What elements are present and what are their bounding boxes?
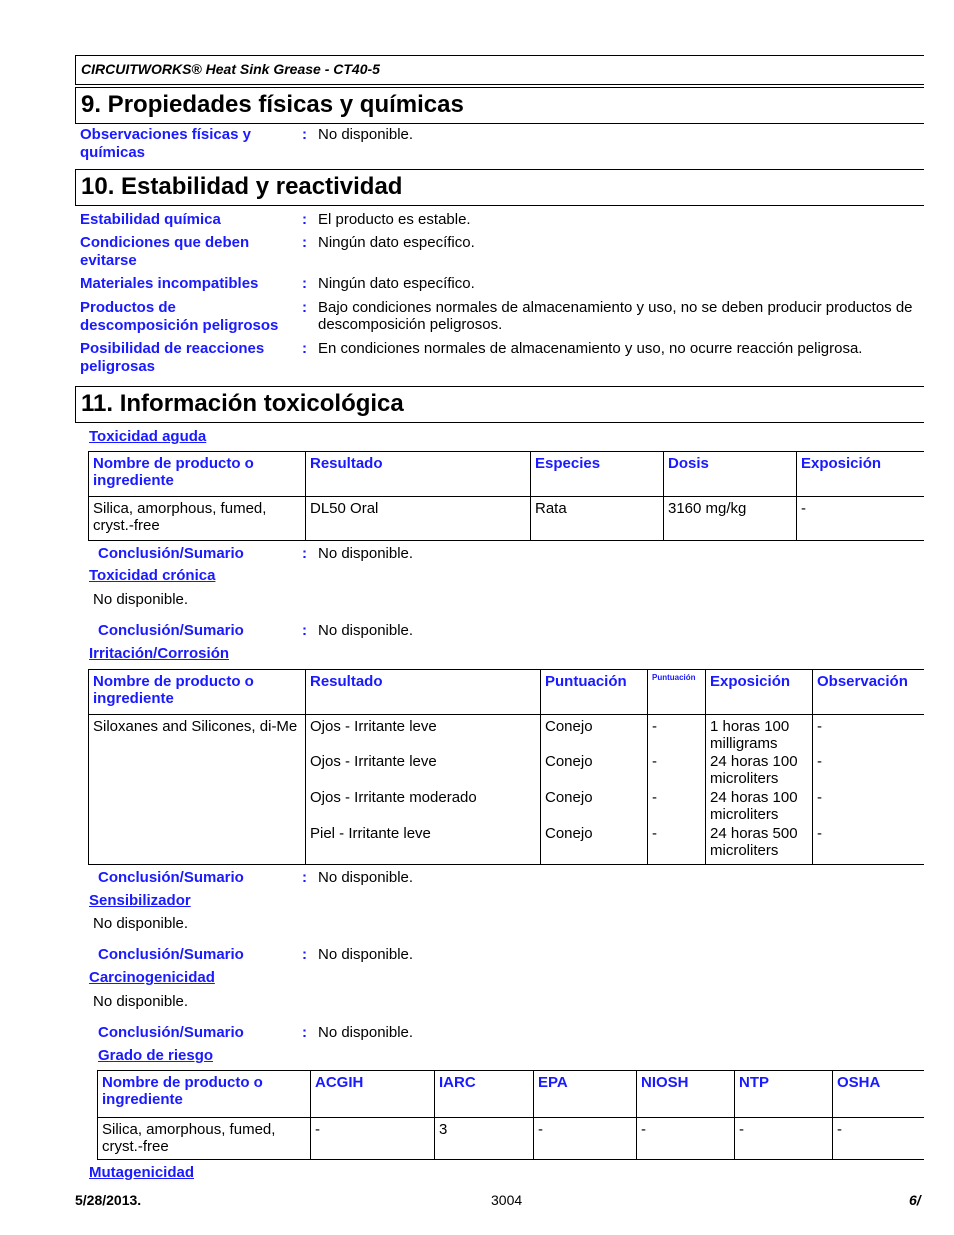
result-line: Ojos - Irritante moderado <box>310 789 477 806</box>
table-cell: - <box>534 1118 637 1160</box>
section-9-header <box>75 87 924 124</box>
colon: : <box>302 545 307 562</box>
conclusion-value: No disponible. <box>318 622 414 639</box>
carcinogenicity-heading: Carcinogenicidad <box>89 969 215 986</box>
score-line: - <box>652 825 657 842</box>
conclusion-value: No disponible. <box>318 1024 414 1041</box>
conclusion-value: No disponible. <box>318 869 414 886</box>
species-line: Conejo <box>545 789 593 806</box>
col-header: IARC <box>435 1071 534 1118</box>
species-line: Conejo <box>545 825 593 842</box>
colon: : <box>302 275 307 292</box>
s10-label: Posibilidad de reacciones peligrosas <box>80 340 265 375</box>
table-cell: - <box>833 1118 925 1160</box>
col-header: Nombre de producto o ingrediente <box>89 452 306 497</box>
observation-line: - <box>817 753 822 770</box>
col-header: Puntuación <box>541 670 648 715</box>
conclusion-label: Conclusión/Sumario <box>98 1024 244 1041</box>
col-header: OSHA <box>833 1071 925 1118</box>
colon: : <box>302 622 307 639</box>
conclusion-label: Conclusión/Sumario <box>98 946 244 963</box>
carcinogenicity-text: No disponible. <box>93 993 189 1010</box>
col-header: Puntuación <box>648 670 706 715</box>
observation-line: - <box>817 789 822 806</box>
species-line: Conejo <box>545 718 593 735</box>
table-cell: - <box>735 1118 833 1160</box>
table-cell: Silica, amorphous, fumed, cryst.-free <box>98 1118 311 1160</box>
sensitizer-heading: Sensibilizador <box>89 892 191 909</box>
conclusion-label: Conclusión/Sumario <box>98 545 244 562</box>
section-10-header <box>75 169 924 206</box>
acute-toxicity-heading: Toxicidad aguda <box>89 428 207 445</box>
chronic-text: No disponible. <box>93 591 189 608</box>
col-header: EPA <box>534 1071 637 1118</box>
s10-value: En condiciones normales de almacenamiento y uso, no ocurre reacción peligrosa. <box>318 340 863 357</box>
colon: : <box>302 869 307 886</box>
chronic-toxicity-heading: Toxicidad crónica <box>89 567 216 584</box>
s10-label: Productos de descomposición peligrosos <box>80 299 279 334</box>
s10-value: El producto es estable. <box>318 211 471 228</box>
section-11-title: 11. Información toxicológica <box>81 390 404 417</box>
exposure-line: 1 horas 100 milligrams <box>710 718 790 752</box>
colon: : <box>302 234 307 251</box>
colon: : <box>302 946 307 963</box>
exposure-line: 24 horas 500 microliters <box>710 825 798 859</box>
section-11-header <box>75 386 924 423</box>
s10-value: Ningún dato específico. <box>318 275 475 292</box>
colon: : <box>302 299 307 316</box>
risk-grade-table <box>97 1070 924 1160</box>
footer-date: 5/28/2013. <box>75 1192 142 1208</box>
s9-value: No disponible. <box>318 126 414 143</box>
col-header: NTP <box>735 1071 833 1118</box>
col-header: Dosis <box>664 452 797 497</box>
footer-code: 3004 <box>491 1192 523 1208</box>
s10-label: Condiciones que deben evitarse <box>80 234 250 269</box>
col-header: Resultado <box>306 452 531 497</box>
colon: : <box>302 126 307 143</box>
risk-grade-heading: Grado de riesgo <box>98 1047 214 1064</box>
section-9-title: 9. Propiedades físicas y químicas <box>81 91 464 118</box>
s10-label: Materiales incompatibles <box>80 275 259 292</box>
table-cell: Silica, amorphous, fumed, cryst.-free <box>89 497 306 541</box>
product-name: CIRCUITWORKS® Heat Sink Grease - CT40-5 <box>81 61 380 77</box>
s9-label: Observaciones físicas y químicas <box>80 126 251 161</box>
sensitizer-text: No disponible. <box>93 915 189 932</box>
score-cell <box>648 715 706 865</box>
result-line: Piel - Irritante leve <box>310 825 431 842</box>
mutagenicity-heading: Mutagenicidad <box>89 1164 195 1181</box>
exposure-cell <box>706 715 813 865</box>
colon: : <box>302 1024 307 1041</box>
product-header <box>75 55 924 85</box>
exposure-line: 24 horas 100 microliters <box>710 789 798 823</box>
table-cell: 3 <box>435 1118 534 1160</box>
result-line: Ojos - Irritante leve <box>310 718 437 735</box>
irritation-table <box>88 669 924 865</box>
col-header: Nombre de producto o ingrediente <box>89 670 306 715</box>
col-header: ACGIH <box>311 1071 435 1118</box>
table-cell: - <box>311 1118 435 1160</box>
exposure-line: 24 horas 100 microliters <box>710 753 798 787</box>
col-header: Resultado <box>306 670 541 715</box>
result-cell <box>306 715 541 865</box>
s10-label: Estabilidad química <box>80 211 221 228</box>
s10-value: Ningún dato específico. <box>318 234 475 251</box>
acute-toxicity-table <box>88 451 924 541</box>
col-header: Observación <box>813 670 925 715</box>
table-cell: - <box>797 497 925 541</box>
col-header: NIOSH <box>637 1071 735 1118</box>
s10-value: Bajo condiciones normales de almacenamiento y uso, no se deben producir productos de descomposición peligrosos. <box>318 299 913 333</box>
table-cell: - <box>637 1118 735 1160</box>
col-header: Nombre de producto o ingrediente <box>98 1071 311 1118</box>
col-header: Exposición <box>706 670 813 715</box>
section-10-title: 10. Estabilidad y reactividad <box>81 173 403 200</box>
conclusion-value: No disponible. <box>318 946 414 963</box>
conclusion-label: Conclusión/Sumario <box>98 869 244 886</box>
footer-page: 6/ <box>909 1192 921 1208</box>
conclusion-value: No disponible. <box>318 545 414 562</box>
table-cell: 3160 mg/kg <box>664 497 797 541</box>
ingredient-cell: Siloxanes and Silicones, di-Me <box>89 715 306 865</box>
observation-cell <box>813 715 925 865</box>
score-line: - <box>652 718 657 735</box>
irritation-heading: Irritación/Corrosión <box>89 645 230 662</box>
score-line: - <box>652 753 657 770</box>
colon: : <box>302 340 307 357</box>
conclusion-label: Conclusión/Sumario <box>98 622 244 639</box>
species-cell <box>541 715 648 865</box>
col-header: Especies <box>531 452 664 497</box>
observation-line: - <box>817 718 822 735</box>
score-line: - <box>652 789 657 806</box>
observation-line: - <box>817 825 822 842</box>
species-line: Conejo <box>545 753 593 770</box>
table-cell: Rata <box>531 497 664 541</box>
col-header: Exposición <box>797 452 925 497</box>
colon: : <box>302 211 307 228</box>
table-cell: DL50 Oral <box>306 497 531 541</box>
result-line: Ojos - Irritante leve <box>310 753 437 770</box>
